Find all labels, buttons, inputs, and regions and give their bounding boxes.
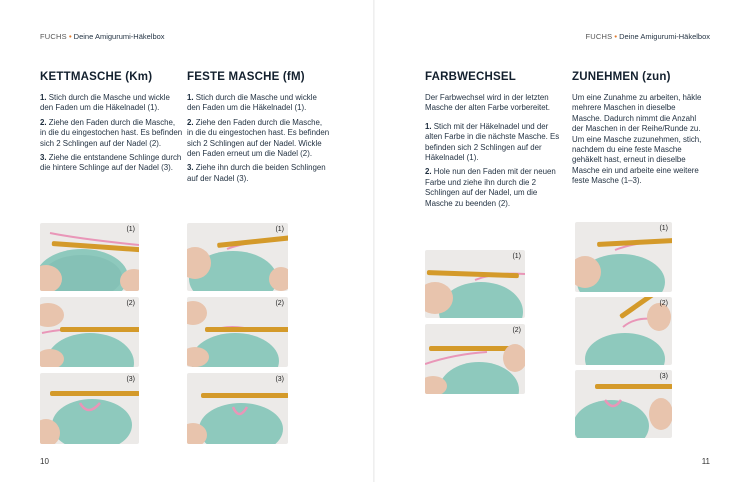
kettmasche-step-3: 3. Ziehe die entstandene Schlinge durch die hintere Schlinge auf der Nadel (3). [40, 153, 182, 173]
farbwechsel-intro: Der Farbwechsel wird in der letzten Masche der alten Farbe vorbereitet. [425, 93, 550, 113]
running-head-brand: FUCHS [40, 32, 67, 41]
farbwechsel-photo-2 [425, 324, 525, 394]
photo-label: (1) [659, 225, 668, 232]
kettmasche-step-2: 2. Ziehe den Faden durch die Masche, in die du eingestochen hast. Es befinden sich 2 Schlingen auf der Nadel (2). [40, 117, 183, 148]
zunehmen-text [572, 93, 707, 191]
photo-label: (2) [126, 300, 135, 307]
photo-label: (2) [512, 327, 521, 334]
right-page [375, 0, 750, 482]
zunehmen-paragraph-2: Um eine Masche zuzunehmen, stich, nachdem du eine feste Masche gehäkelt hast, erneut in dieselbe Masche ein und arbeite eine weitere feste Masche (1–3). [572, 134, 702, 186]
feste-masche-photo-1 [187, 223, 288, 291]
farbwechsel-step-1: 1. Stich mit der Häkelnadel und der alten Farbe in die nächste Masche. Es befinden sich 2 Schlingen auf der Häkelnadel (1). [425, 121, 560, 163]
photo-label: (3) [275, 376, 284, 383]
page-number-right: 11 [701, 457, 710, 466]
running-head-right [585, 32, 710, 41]
farbwechsel-text [425, 93, 560, 213]
running-head-separator: • [614, 32, 618, 41]
running-head-title: Deine Amigurumi-Häkelbox [73, 32, 165, 41]
running-head-brand: FUCHS [585, 32, 613, 41]
photo-label: (2) [275, 300, 284, 307]
feste-masche-step-3: 3. Ziehe ihn durch die beiden Schlingen auf der Nadel (3). [187, 163, 326, 183]
feste-masche-steps [187, 93, 330, 188]
photo-label: (3) [659, 373, 668, 380]
section-heading-farbwechsel: FARBWECHSEL [425, 71, 517, 83]
kettmasche-photo-3 [40, 373, 139, 444]
farbwechsel-photo-1 [425, 250, 525, 318]
photo-label: (1) [275, 226, 284, 233]
feste-masche-step-2: 2. Ziehe den Faden durch die Masche, in die du eingestochen hast. Es befinden sich 2 Schlingen auf der Nadel. Wickle den Faden erneut um die Nadel (2). [187, 117, 330, 159]
kettmasche-step-1: 1. Stich durch die Masche und wickle den Faden um die Häkelnadel (1). [40, 93, 170, 113]
photo-label: (2) [659, 300, 668, 307]
farbwechsel-step-2: 2. Hole nun den Faden mit der neuen Farbe und ziehe ihn durch die 2 Schlingen auf der Nadel, um die Masche zu beenden (2). [425, 167, 556, 208]
running-head-title: Deine Amigurumi-Häkelbox [619, 32, 710, 41]
zunehmen-photo-1 [575, 222, 672, 292]
section-heading-feste-masche: FESTE MASCHE (fM) [187, 71, 305, 83]
photo-label: (3) [126, 376, 135, 383]
feste-masche-photo-2 [187, 297, 288, 367]
photo-label: (1) [512, 253, 521, 260]
photo-label: (1) [126, 226, 135, 233]
running-head-separator: • [68, 32, 72, 41]
zunehmen-photo-3 [575, 370, 672, 438]
running-head-left [40, 32, 165, 41]
kettmasche-steps [40, 93, 183, 178]
section-heading-kettmasche: KETTMASCHE (Km) [40, 71, 153, 83]
section-heading-zunehmen: ZUNEHMEN (zun) [572, 71, 671, 83]
page-number-left: 10 [40, 457, 49, 466]
kettmasche-photo-1 [40, 223, 139, 291]
feste-masche-photo-3 [187, 373, 288, 444]
feste-masche-step-1: 1. Stich durch die Masche und wickle den Faden um die Häkelnadel (1). [187, 93, 317, 113]
zunehmen-photo-2 [575, 297, 672, 365]
kettmasche-photo-2 [40, 297, 139, 367]
zunehmen-paragraph-1: Um eine Zunahme zu arbeiten, häkle mehrere Maschen in dieselbe Masche. Dadurch nimmt die Anzahl der Maschen in der Reihe/Runde zu. [572, 93, 702, 134]
